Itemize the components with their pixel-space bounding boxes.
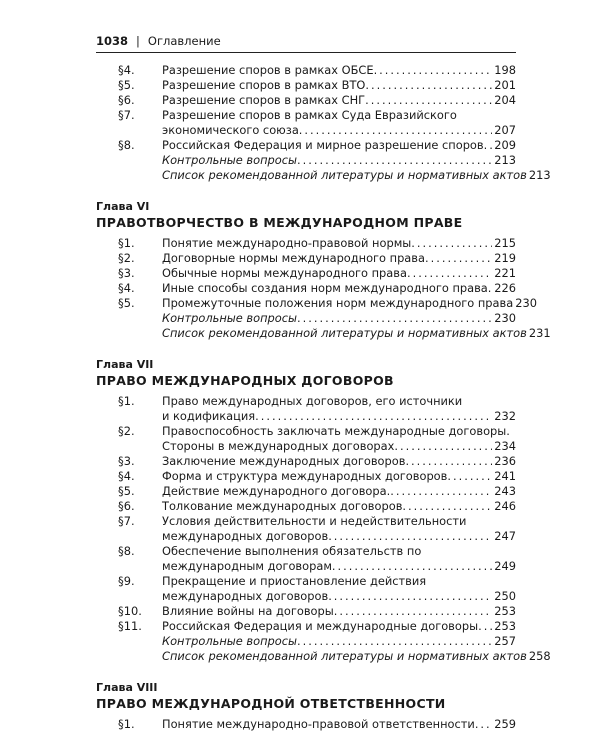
- entry-title-line: Понятие международно-правовой нормы: [162, 236, 412, 250]
- chapter-label: Глава VII: [96, 358, 154, 371]
- section-number: §6.: [118, 499, 135, 513]
- section-number: §8.: [118, 544, 135, 558]
- entry-last-line: [162, 93, 516, 108]
- entry-body: [162, 574, 516, 604]
- entry-body: [162, 619, 516, 634]
- toc-section: [96, 63, 551, 183]
- entry-title-line: Список рекомендованной литературы и нормативных актов: [162, 326, 527, 340]
- toc-entry[interactable]: [96, 93, 516, 108]
- entry-title-line: Контрольные вопросы: [162, 153, 297, 167]
- toc-entry[interactable]: [96, 138, 516, 153]
- toc-entry[interactable]: [96, 514, 516, 544]
- page-ref: 204: [494, 93, 516, 107]
- page-ref: 226: [494, 281, 516, 295]
- toc-entry[interactable]: [96, 63, 516, 78]
- entry-last-line: [162, 589, 516, 604]
- entry-last-line: [162, 717, 516, 732]
- leader-dots: [475, 717, 492, 732]
- entry-body: [162, 469, 516, 484]
- entry-title-line: Разрешение споров в рамках ОБСЕ: [162, 63, 374, 77]
- entry-title-line: Стороны в международных договорах: [162, 439, 395, 453]
- section-number: §7.: [118, 514, 135, 528]
- section-number: §3.: [118, 454, 135, 468]
- leader-dots: [332, 559, 492, 574]
- entry-title-line: международных договоров: [162, 529, 329, 543]
- entry-last-line: [162, 499, 516, 514]
- entry-last-line: [162, 529, 516, 544]
- page-ref: 247: [494, 529, 516, 543]
- entry-body: [162, 326, 551, 341]
- running-header: [96, 34, 516, 52]
- chapter-title: ПРАВОТВОРЧЕСТВО В МЕЖДУНАРОДНОМ ПРАВЕ: [96, 215, 463, 230]
- page-ref: 230: [494, 311, 516, 325]
- leader-dots: [484, 138, 493, 153]
- entry-last-line: [162, 439, 516, 454]
- toc-entry[interactable]: [96, 236, 516, 251]
- entry-last-line: [162, 409, 516, 424]
- toc-entry[interactable]: [96, 484, 516, 499]
- section-number: §11.: [118, 619, 142, 633]
- leader-dots: [297, 153, 492, 168]
- entry-title-line: международных договоров: [162, 589, 329, 603]
- entry-last-line: [162, 296, 537, 311]
- leader-dots: [447, 469, 492, 484]
- section-number: §1.: [118, 717, 135, 731]
- page-ref: 246: [494, 499, 516, 513]
- leader-dots: [407, 266, 492, 281]
- entry-body: [162, 281, 516, 296]
- chapter-label: Глава VI: [96, 200, 150, 213]
- entry-title-line: Список рекомендованной литературы и нормативных актов: [162, 649, 527, 663]
- page-ref: 253: [494, 604, 516, 618]
- entry-body: [162, 514, 516, 544]
- page-ref: 232: [494, 409, 516, 423]
- entry-last-line: [162, 311, 516, 326]
- entry-title-line: Прекращение и приостановление действия: [162, 574, 427, 588]
- entry-title-line: Форма и структура международных договоров: [162, 469, 448, 483]
- entry-title-line: Промежуточные положения норм международного права: [162, 296, 514, 310]
- entry-last-line: [162, 604, 516, 619]
- page-ref: 213: [494, 153, 516, 167]
- entry-body: [162, 634, 516, 649]
- section-number: [96, 326, 162, 341]
- section-number: §4.: [118, 281, 135, 295]
- leader-dots: [402, 499, 492, 514]
- toc-entry[interactable]: [96, 326, 551, 341]
- entry-title-line: Контрольные вопросы: [162, 311, 297, 325]
- page-ref: 253: [494, 619, 516, 633]
- entry-body: [162, 296, 537, 311]
- entry-body: [162, 266, 516, 281]
- entry-body: [162, 168, 551, 183]
- toc-entry[interactable]: [96, 153, 516, 168]
- entry-body: [162, 93, 516, 108]
- section-number: §5.: [118, 296, 135, 310]
- leader-dots: [411, 236, 492, 251]
- toc-entry[interactable]: [96, 604, 516, 619]
- section-number: §5.: [118, 78, 135, 92]
- entry-last-line: [162, 123, 516, 138]
- section-number: [96, 649, 162, 664]
- page-ref: 207: [494, 123, 516, 137]
- entry-body: [162, 717, 516, 732]
- section-number: §8.: [118, 138, 135, 152]
- entry-body: [162, 236, 516, 251]
- leader-dots: [299, 123, 492, 138]
- header-rule: [96, 52, 516, 53]
- toc-entry[interactable]: [96, 394, 516, 424]
- entry-body: [162, 499, 516, 514]
- entry-last-line: [162, 326, 551, 341]
- entry-title-line: экономического союза: [162, 123, 299, 137]
- entry-body: [162, 454, 516, 469]
- leader-dots: [297, 311, 492, 326]
- header-separator: |: [136, 34, 140, 48]
- page-ref: 201: [494, 78, 516, 92]
- entry-title-line: Действие международного договора.: [162, 484, 391, 498]
- section-number: §2.: [118, 424, 135, 438]
- page-ref: 250: [494, 589, 516, 603]
- toc-entry[interactable]: [96, 424, 516, 454]
- entry-last-line: [162, 649, 551, 664]
- leader-dots: [478, 619, 492, 634]
- section-number: §7.: [118, 108, 135, 122]
- chapter-title: ПРАВО МЕЖДУНАРОДНОЙ ОТВЕТСТВЕННОСТИ: [96, 696, 446, 711]
- page-ref: 243: [494, 484, 516, 498]
- entry-title-line: Заключение международных договоров: [162, 454, 406, 468]
- section-number: §9.: [118, 574, 135, 588]
- section-number: §2.: [118, 251, 135, 265]
- entry-last-line: [162, 266, 516, 281]
- section-number: §4.: [118, 469, 135, 483]
- section-number: [96, 153, 162, 168]
- entry-title-line: Влияние войны на договоры: [162, 604, 334, 618]
- entry-last-line: [162, 153, 516, 168]
- toc-entry[interactable]: [96, 266, 516, 281]
- page-ref: 249: [494, 559, 516, 573]
- entry-body: [162, 108, 516, 138]
- section-number: §4.: [118, 63, 135, 77]
- toc-entry[interactable]: [96, 281, 516, 296]
- leader-dots: [425, 251, 492, 266]
- toc-section: [96, 680, 516, 732]
- page-ref: 258: [528, 649, 551, 663]
- entry-title-line: Право международных договоров, его источники: [162, 394, 463, 408]
- entry-title-line: Толкование международных договоров: [162, 499, 403, 513]
- entry-title-line: Разрешение споров в рамках СНГ: [162, 93, 366, 107]
- section-number: [96, 311, 162, 326]
- leader-dots: [390, 484, 492, 499]
- toc-entry[interactable]: [96, 619, 516, 634]
- entry-title-line: Правоспособность заключать международные договоры.: [162, 424, 510, 438]
- entry-body: [162, 604, 516, 619]
- page-ref: 219: [494, 251, 516, 265]
- entry-last-line: [162, 236, 516, 251]
- page-ref: 198: [494, 63, 516, 77]
- page-number: 1038: [96, 34, 129, 48]
- entry-last-line: [162, 619, 516, 634]
- toc-entry[interactable]: [96, 296, 537, 311]
- section-number: §10.: [118, 604, 142, 618]
- entry-title-line: Контрольные вопросы: [162, 634, 297, 648]
- section-number: §6.: [118, 93, 135, 107]
- page-ref: 213: [528, 168, 551, 182]
- page-ref: 221: [494, 266, 516, 280]
- page-ref: 231: [528, 326, 551, 340]
- entry-body: [162, 63, 516, 78]
- entry-title-line: Договорные нормы международного права: [162, 251, 425, 265]
- entry-title-line: и кодификация: [162, 409, 256, 423]
- leader-dots: [374, 63, 493, 78]
- entry-last-line: [162, 138, 516, 153]
- section-number: §5.: [118, 484, 135, 498]
- toc-section: [96, 199, 551, 341]
- entry-last-line: [162, 469, 516, 484]
- entry-title-line: Российская Федерация и международные договоры: [162, 619, 479, 633]
- entry-last-line: [162, 63, 516, 78]
- section-number: [96, 168, 162, 183]
- toc-entry[interactable]: [96, 499, 516, 514]
- section-number: [96, 634, 162, 649]
- section-number: §1.: [118, 236, 135, 250]
- toc-section: [96, 357, 551, 664]
- entry-body: [162, 153, 516, 168]
- entry-body: [162, 394, 516, 424]
- leader-dots: [334, 604, 493, 619]
- toc-entry[interactable]: [96, 168, 551, 183]
- leader-dots: [297, 634, 492, 649]
- entry-title-line: международным договорам: [162, 559, 332, 573]
- entry-title-line: Условия действительности и недействительности: [162, 514, 467, 528]
- toc-entry[interactable]: [96, 634, 516, 649]
- section-number: §1.: [118, 394, 135, 408]
- toc-entry[interactable]: [96, 717, 516, 732]
- leader-dots: [328, 529, 492, 544]
- page-ref: 209: [494, 138, 516, 152]
- toc-entry[interactable]: [96, 469, 516, 484]
- entry-title-line: Российская Федерация и мирное разрешение споров: [162, 138, 484, 152]
- entry-body: [162, 544, 516, 574]
- entry-last-line: [162, 484, 516, 499]
- entry-last-line: [162, 559, 516, 574]
- entry-last-line: [162, 78, 516, 93]
- toc-entry[interactable]: [96, 311, 516, 326]
- entry-body: [162, 138, 516, 153]
- table-of-contents: [96, 63, 551, 732]
- entry-title-line: Разрешение споров в рамках Суда Евразийского: [162, 108, 457, 122]
- entry-last-line: [162, 251, 516, 266]
- entry-last-line: [162, 634, 516, 649]
- leader-dots: [328, 589, 492, 604]
- page-ref: 230: [515, 296, 537, 310]
- entry-title-line: Разрешение споров в рамках ВТО: [162, 78, 366, 92]
- toc-entry[interactable]: [96, 78, 516, 93]
- entry-body: [162, 78, 516, 93]
- toc-entry[interactable]: [96, 649, 551, 664]
- leader-dots: [365, 93, 492, 108]
- header-title: Оглавление: [147, 34, 221, 48]
- entry-title-line: Иные способы создания норм международного права: [162, 281, 488, 295]
- leader-dots: [405, 454, 492, 469]
- entry-last-line: [162, 454, 516, 469]
- toc-entry[interactable]: [96, 454, 516, 469]
- entry-body: [162, 649, 551, 664]
- entry-last-line: [162, 281, 516, 296]
- page-ref: 257: [494, 634, 516, 648]
- section-number: §3.: [118, 266, 135, 280]
- entry-body: [162, 424, 516, 454]
- page-ref: 259: [494, 717, 516, 731]
- chapter-title: ПРАВО МЕЖДУНАРОДНЫХ ДОГОВОРОВ: [96, 373, 394, 388]
- entry-title-line: Понятие международно-правовой ответственности: [162, 717, 475, 731]
- entry-last-line: [162, 168, 551, 183]
- toc-entry[interactable]: [96, 108, 516, 138]
- entry-body: [162, 311, 516, 326]
- chapter-label: Глава VIII: [96, 681, 158, 694]
- entry-body: [162, 251, 516, 266]
- entry-title-line: Список рекомендованной литературы и нормативных актов: [162, 168, 527, 182]
- leader-dots: [255, 409, 492, 424]
- entry-body: [162, 484, 516, 499]
- toc-entry[interactable]: [96, 574, 516, 604]
- page-ref: 241: [494, 469, 516, 483]
- page-ref: 215: [494, 236, 516, 250]
- page-ref: 234: [494, 439, 516, 453]
- entry-title-line: Обычные нормы международного права: [162, 266, 407, 280]
- leader-dots: [394, 439, 492, 454]
- toc-entry[interactable]: [96, 544, 516, 574]
- page-ref: 236: [494, 454, 516, 468]
- toc-entry[interactable]: [96, 251, 516, 266]
- leader-dots: [365, 78, 492, 93]
- entry-title-line: Обеспечение выполнения обязательств по: [162, 544, 422, 558]
